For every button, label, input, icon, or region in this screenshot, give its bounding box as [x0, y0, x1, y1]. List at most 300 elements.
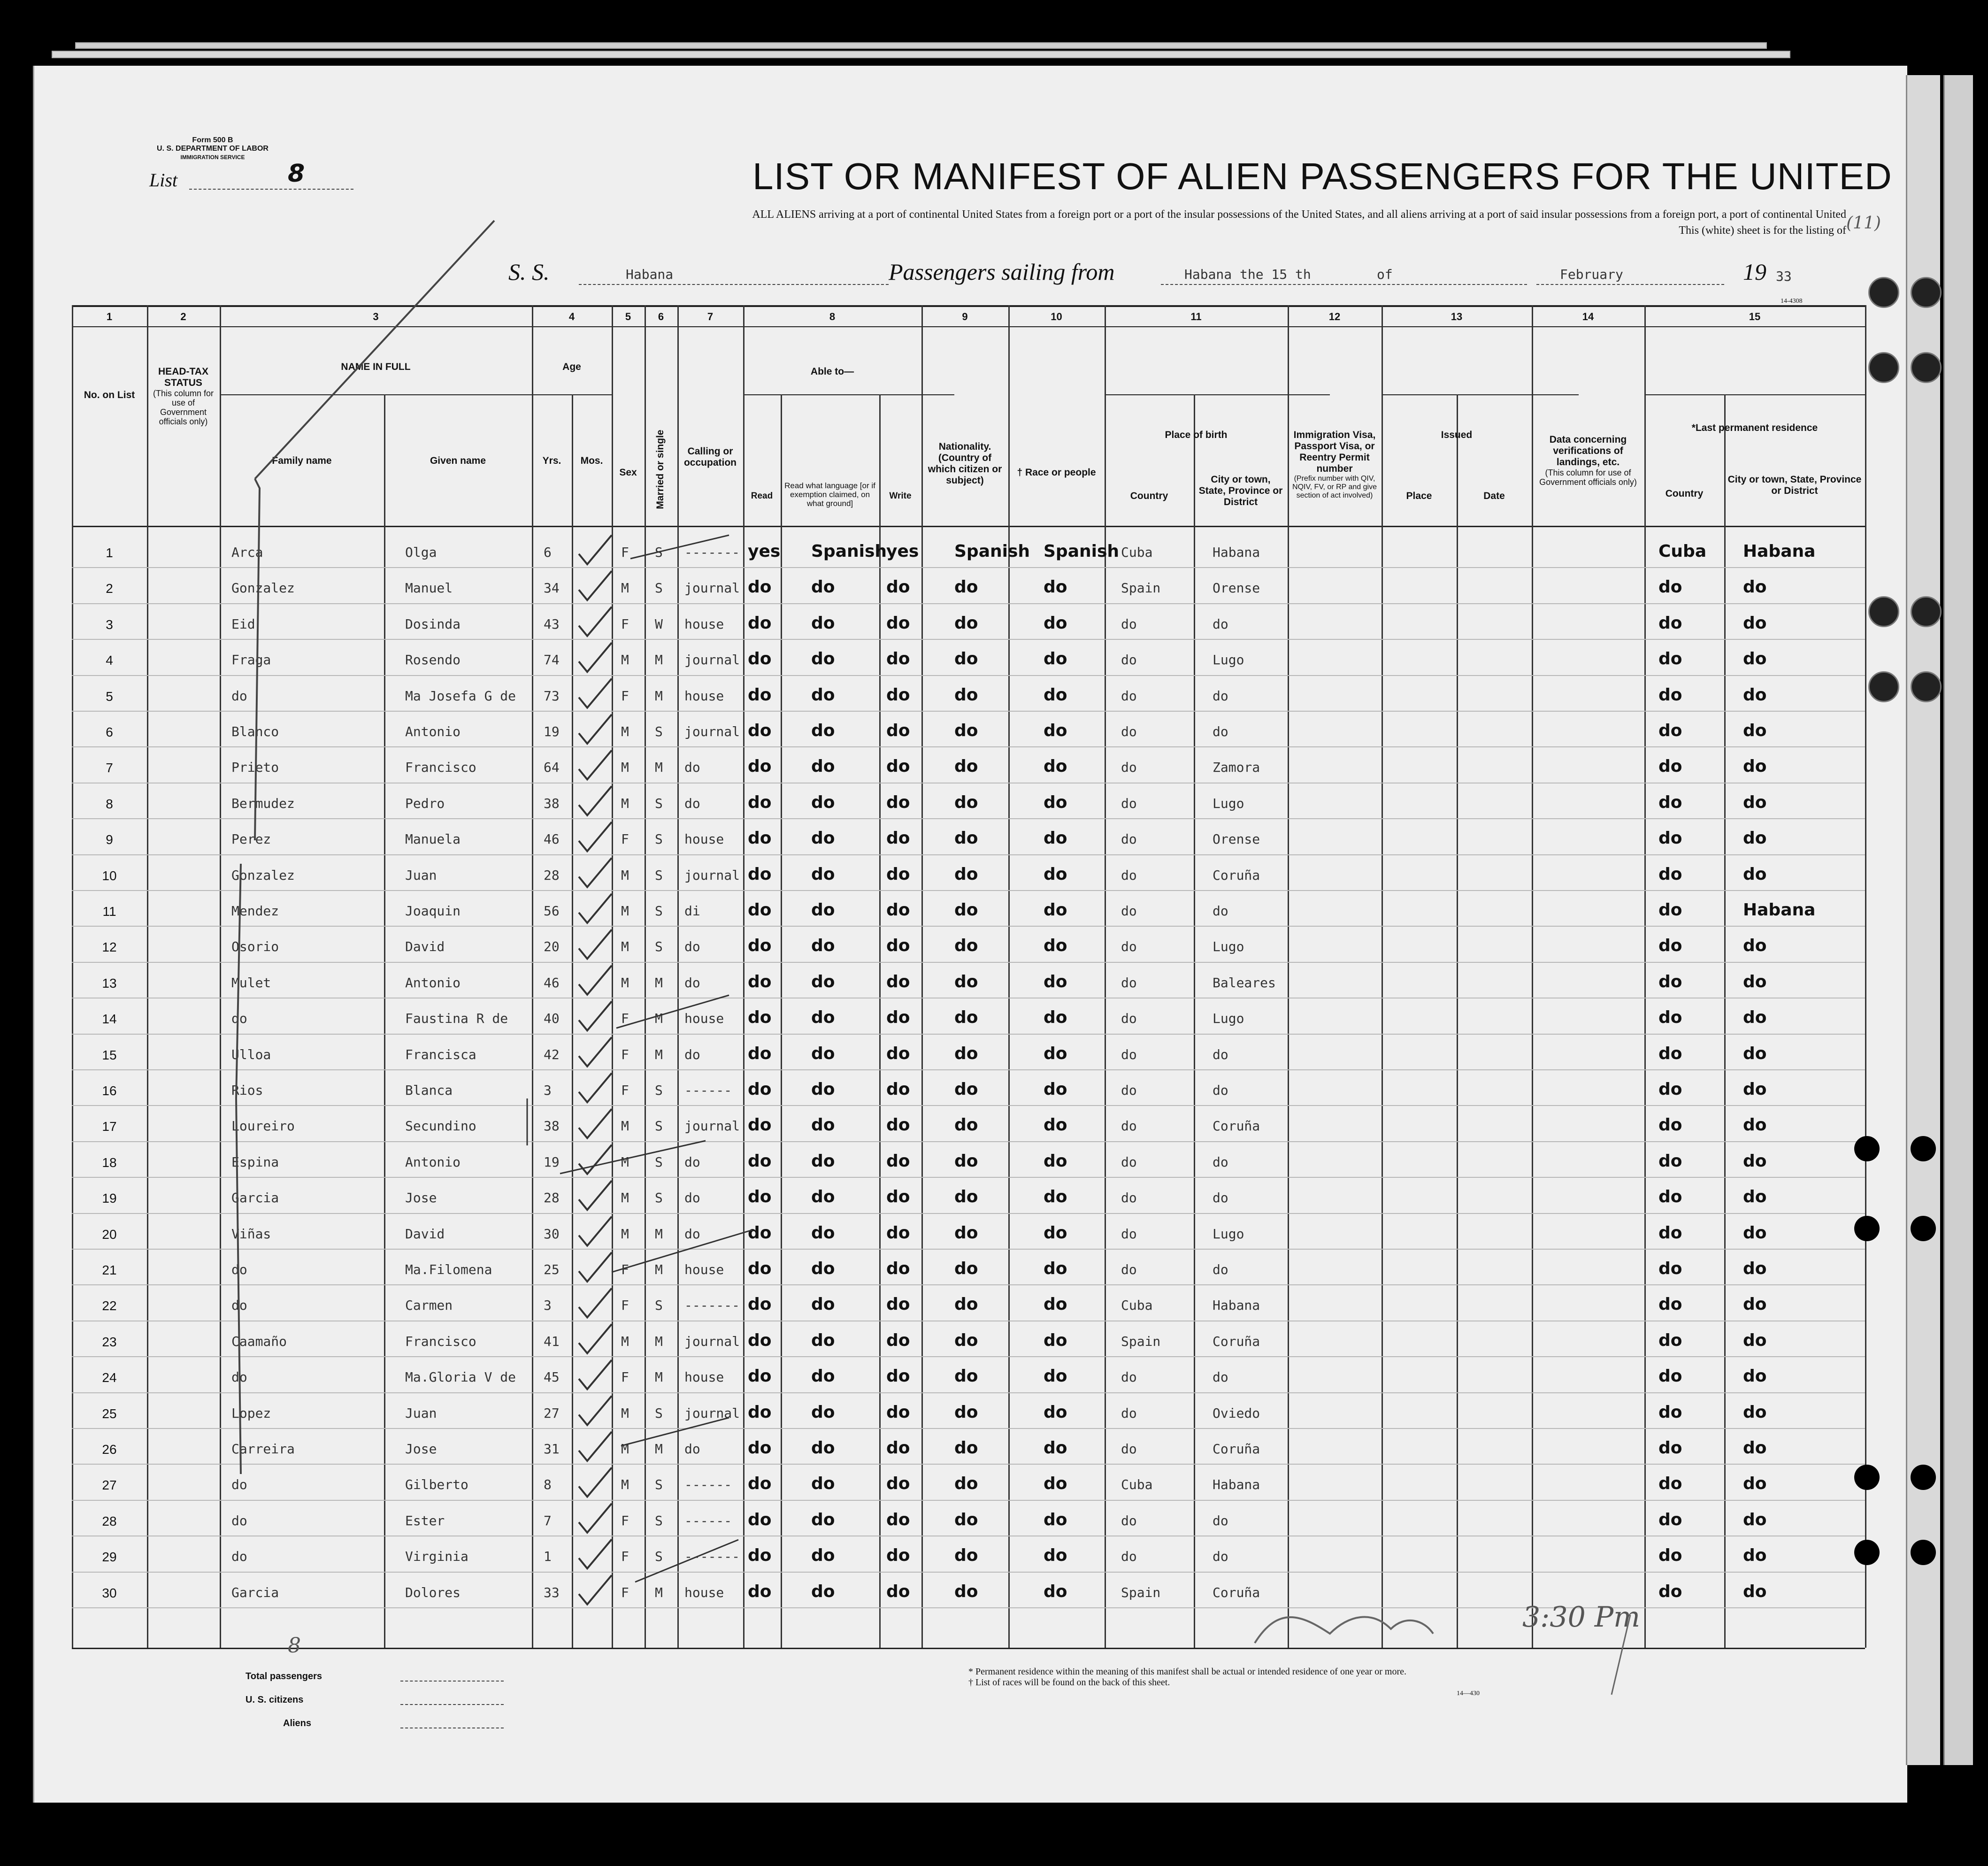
col-number: 8	[829, 311, 836, 323]
birth-city-cell: Coruña	[1213, 1441, 1260, 1457]
race-cell: do	[1044, 1474, 1067, 1494]
language-cell: do	[811, 1115, 835, 1135]
occupation-cell: journal	[684, 1405, 740, 1421]
pencil-time-note: 3:30 Pm	[1522, 1601, 1641, 1634]
marital-status-cell: M	[655, 1226, 663, 1242]
row-number: 27	[102, 1478, 117, 1493]
sex-cell: M	[621, 1441, 629, 1457]
nationality-cell: do	[954, 1080, 978, 1099]
check-mark	[579, 894, 612, 923]
residence-country-cell: do	[1658, 1008, 1682, 1028]
birth-city-cell: Coruña	[1213, 1584, 1260, 1600]
age-cell: 46	[544, 831, 560, 847]
read-cell: do	[748, 936, 772, 956]
occupation-cell: do	[684, 1154, 700, 1170]
race-cell: do	[1044, 900, 1067, 920]
sex-cell: M	[621, 580, 629, 596]
check-mark	[579, 1467, 612, 1497]
pencil-mark: 8	[288, 1634, 301, 1658]
row-number: 30	[102, 1585, 117, 1600]
col-number: 14	[1582, 311, 1594, 323]
ss-label: S. S.	[508, 259, 550, 285]
family-name-cell: Blanco	[231, 724, 279, 739]
nationality-cell: do	[954, 613, 978, 633]
residence-country-cell: do	[1658, 829, 1682, 848]
row-number: 11	[102, 904, 116, 919]
occupation-cell: do	[684, 975, 700, 991]
check-mark	[579, 929, 612, 959]
birth-city-cell: do	[1213, 903, 1228, 919]
nationality-cell: do	[954, 1546, 978, 1566]
birth-city-cell: Lugo	[1213, 652, 1244, 668]
issued-date-header: Date	[1483, 491, 1505, 501]
residence-city-cell: do	[1743, 1115, 1767, 1135]
residence-city-cell: do	[1743, 792, 1767, 812]
birth-city-cell: do	[1213, 688, 1228, 704]
race-cell: do	[1044, 829, 1067, 848]
marital-status-cell: S	[655, 1154, 663, 1170]
write-cell: yes	[886, 542, 919, 561]
nationality-cell: do	[954, 1582, 978, 1601]
race-cell: do	[1044, 1151, 1067, 1171]
sex-cell: M	[621, 939, 629, 955]
read-cell: do	[748, 829, 772, 848]
given-name-cell: Juan	[405, 867, 437, 883]
binder-hole	[1868, 671, 1899, 702]
col-number: 3	[373, 311, 379, 323]
check-mark	[579, 535, 612, 564]
marital-status-cell: S	[655, 1477, 663, 1493]
birth-city-cell: Baleares	[1213, 975, 1276, 991]
age-cell: 45	[544, 1369, 560, 1385]
nationality-cell: do	[954, 972, 978, 991]
marital-status-cell: S	[655, 867, 663, 883]
birth-country-cell: do	[1121, 1549, 1137, 1565]
read-cell: do	[748, 1259, 772, 1278]
row-number: 1	[106, 545, 113, 560]
nationality-cell: do	[954, 936, 978, 956]
check-mark	[579, 1001, 612, 1030]
birth-city-cell: do	[1213, 1513, 1228, 1528]
residence-country-cell: do	[1658, 936, 1682, 956]
write-cell: do	[886, 829, 910, 848]
birth-city-cell: do	[1213, 1190, 1228, 1206]
nationality-cell: do	[954, 577, 978, 597]
residence-city-cell: do	[1743, 1330, 1767, 1350]
write-cell: do	[886, 1582, 910, 1601]
check-mark	[579, 1181, 612, 1210]
birth-country-cell: do	[1121, 795, 1137, 811]
read-cell: do	[748, 1402, 772, 1422]
marital-status-cell: M	[655, 1369, 663, 1385]
family-name-cell: Gonzalez	[231, 867, 295, 883]
age-cell: 30	[544, 1226, 560, 1242]
marital-status-cell: S	[655, 1298, 663, 1313]
nationality-cell: do	[954, 1259, 978, 1278]
residence-city-cell: do	[1743, 1582, 1767, 1601]
residence-country-cell: do	[1658, 1115, 1682, 1135]
family-name-cell: Ulloa	[231, 1046, 271, 1062]
binder-hole	[1911, 277, 1942, 308]
list-number: 8	[288, 160, 305, 188]
residence-country-cell: do	[1658, 1582, 1682, 1601]
write-cell: do	[886, 864, 910, 884]
nationality-cell: do	[954, 1510, 978, 1529]
last-residence-header: *Last permanent residence	[1691, 422, 1818, 433]
occupation-cell: -------	[684, 545, 740, 560]
sex-cell: M	[621, 1190, 629, 1206]
department: U. S. DEPARTMENT OF LABOR	[157, 145, 269, 153]
write-cell: do	[886, 792, 910, 812]
occupation-cell: do	[684, 1190, 700, 1206]
read-cell: do	[748, 864, 772, 884]
service: IMMIGRATION SERVICE	[180, 154, 245, 161]
marital-status-cell: M	[655, 1441, 663, 1457]
sex-cell: F	[621, 1298, 629, 1313]
total-passengers-label: Total passengers	[246, 1671, 322, 1682]
residence-country-cell: do	[1658, 613, 1682, 633]
age-cell: 56	[544, 903, 560, 919]
aliens-label: Aliens	[283, 1718, 312, 1728]
visa-title: Immigration Visa, Passport Visa, or Reentry Permit number	[1293, 430, 1376, 474]
occupation-cell: journal	[684, 1118, 740, 1134]
nationality-cell: do	[954, 1115, 978, 1135]
marital-status-cell: S	[655, 795, 663, 811]
marital-status-cell: S	[655, 545, 663, 560]
occupation-cell: house	[684, 831, 724, 847]
birth-city-cell: Lugo	[1213, 1226, 1244, 1242]
read-cell: do	[748, 1187, 772, 1207]
birth-city-cell: do	[1213, 1154, 1228, 1170]
nationality-cell: do	[954, 1044, 978, 1063]
read-cell: do	[748, 1295, 772, 1314]
col-number: 4	[568, 311, 575, 323]
language-cell: do	[811, 757, 835, 776]
language-cell: do	[811, 649, 835, 669]
race-cell: do	[1044, 1438, 1067, 1458]
age-cell: 27	[544, 1405, 560, 1421]
residence-country-cell: do	[1658, 1223, 1682, 1243]
sex-cell: M	[621, 760, 629, 776]
check-mark	[579, 1037, 612, 1067]
race-cell: do	[1044, 972, 1067, 991]
row-number: 21	[102, 1263, 117, 1277]
family-name-cell: Viñas	[231, 1226, 271, 1242]
nationality-cell: do	[954, 649, 978, 669]
binder-hole	[1868, 352, 1899, 383]
age-cell: 19	[544, 1154, 560, 1170]
occupation-cell: journal	[684, 1333, 740, 1349]
binder-hole	[1854, 1136, 1880, 1161]
birth-city-cell: Oviedo	[1213, 1405, 1260, 1421]
col-number: 1	[106, 311, 113, 323]
check-mark	[579, 643, 612, 672]
col-number: 5	[625, 311, 631, 323]
col-number: 2	[180, 311, 186, 323]
residence-country-cell: do	[1658, 721, 1682, 740]
sex-cell: F	[621, 1549, 629, 1565]
row-number: 23	[102, 1334, 117, 1349]
residence-country-cell: do	[1658, 1402, 1682, 1422]
given-name-cell: Olga	[405, 545, 437, 560]
nationality-cell: do	[954, 792, 978, 812]
check-mark	[579, 1575, 612, 1605]
birth-country-cell: do	[1121, 1441, 1137, 1457]
age-cell: 1	[544, 1549, 552, 1565]
sex-cell: M	[621, 1154, 629, 1170]
us-citizens-label: U. S. citizens	[246, 1695, 304, 1705]
language-cell: do	[811, 972, 835, 991]
read-cell: do	[748, 1367, 772, 1386]
name-in-full-header: NAME IN FULL	[341, 361, 411, 372]
row-number: 10	[102, 868, 117, 883]
read-cell: do	[748, 1080, 772, 1099]
row-number: 28	[102, 1513, 117, 1528]
race-cell: do	[1044, 864, 1067, 884]
residence-city-cell: do	[1743, 1151, 1767, 1171]
visa-note: (Prefix number with QIV, NQIV, FV, or RP and give section of act involved)	[1292, 475, 1377, 499]
given-name-cell: Joaquin	[405, 903, 461, 919]
given-name-cell: Ma.Filomena	[405, 1262, 492, 1277]
nationality-cell: do	[954, 1330, 978, 1350]
residence-city-cell: do	[1743, 649, 1767, 669]
check-mark	[579, 786, 612, 815]
birth-country-cell: do	[1121, 1405, 1137, 1421]
corner-code: 14-4308	[1781, 298, 1803, 305]
age-cell: 46	[544, 975, 560, 991]
birth-country-cell: Cuba	[1121, 1298, 1153, 1313]
birth-city-cell: Coruña	[1213, 1333, 1260, 1349]
age-cell: 34	[544, 580, 560, 596]
occupation-cell: journal	[684, 652, 740, 668]
language-cell: do	[811, 1223, 835, 1243]
birth-country-cell: do	[1121, 867, 1137, 883]
read-cell: do	[748, 1151, 772, 1171]
read-cell: do	[748, 1008, 772, 1028]
given-name-cell: Gilberto	[405, 1477, 468, 1493]
write-cell: do	[886, 613, 910, 633]
check-mark	[579, 1432, 612, 1461]
residence-country-header: Country	[1665, 488, 1704, 499]
language-cell: do	[811, 1295, 835, 1314]
nationality-cell: do	[954, 1187, 978, 1207]
birth-country-cell: do	[1121, 724, 1137, 739]
language-cell: do	[811, 1510, 835, 1529]
sex-cell: M	[621, 1477, 629, 1493]
given-name-cell: Ma Josefa G de	[405, 688, 516, 704]
race-cell: do	[1044, 613, 1067, 633]
race-cell: do	[1044, 936, 1067, 956]
residence-country-cell: do	[1658, 864, 1682, 884]
year-suffix: 33	[1776, 269, 1792, 284]
write-cell: do	[886, 1438, 910, 1458]
nationality-cell: do	[954, 1223, 978, 1243]
row-number: 17	[102, 1119, 117, 1134]
occupation-cell: ------	[684, 1477, 732, 1493]
given-name-cell: Manuel	[405, 580, 453, 596]
row-number: 7	[106, 760, 113, 776]
sex-cell: F	[621, 1011, 629, 1027]
row-number: 14	[102, 1012, 117, 1027]
mos-header: Mos.	[580, 455, 603, 466]
read-cell: do	[748, 721, 772, 740]
pencil-marks	[34, 66, 1907, 1803]
right-page-edge	[1943, 75, 1973, 1765]
binder-hole	[1911, 1465, 1936, 1490]
language-cell: do	[811, 1259, 835, 1278]
birth-country-cell: do	[1121, 1226, 1137, 1242]
residence-country-cell: do	[1658, 1187, 1682, 1207]
residence-country-cell: do	[1658, 1510, 1682, 1529]
occupation-cell: -------	[684, 1549, 740, 1565]
residence-city-cell: do	[1743, 1474, 1767, 1494]
issued-place-header: Place	[1406, 491, 1432, 501]
binder-hole	[1911, 1540, 1936, 1565]
write-cell: do	[886, 1259, 910, 1278]
race-cell: do	[1044, 1115, 1067, 1135]
read-cell: do	[748, 792, 772, 812]
footnotes	[968, 1666, 1579, 1688]
residence-country-cell: do	[1658, 1367, 1682, 1386]
footnote-races: † List of races will be found on the back of this sheet.	[968, 1677, 1170, 1688]
occupation-cell: house	[684, 616, 724, 632]
sex-cell: F	[621, 1513, 629, 1528]
residence-city-cell: do	[1743, 1187, 1767, 1207]
birth-city-cell: Habana	[1213, 1298, 1260, 1313]
sex-cell: M	[621, 724, 629, 739]
marital-status-cell: M	[655, 1584, 663, 1600]
residence-country-cell: do	[1658, 792, 1682, 812]
sex-cell: F	[621, 831, 629, 847]
family-name-cell: Mendez	[231, 903, 279, 919]
residence-city-cell: do	[1743, 936, 1767, 956]
birth-country-cell: do	[1121, 831, 1137, 847]
family-name-cell: Fraga	[231, 652, 271, 668]
family-name-cell: do	[231, 1369, 247, 1385]
family-name-cell: Eid	[231, 616, 255, 632]
write-cell: do	[886, 577, 910, 597]
sex-cell: M	[621, 1226, 629, 1242]
page-title: LIST OR MANIFEST OF ALIEN PASSENGERS FOR THE UNITED	[752, 155, 1892, 197]
given-name-cell: David	[405, 939, 445, 955]
write-cell: do	[886, 685, 910, 705]
row-number: 12	[102, 940, 117, 955]
check-mark	[579, 1073, 612, 1102]
sex-cell: M	[621, 795, 629, 811]
able-to-header: Able to—	[810, 366, 854, 377]
birth-city-cell: do	[1213, 1369, 1228, 1385]
sex-header: Sex	[619, 467, 637, 478]
sex-cell: F	[621, 1584, 629, 1600]
age-cell: 8	[544, 1477, 552, 1493]
birth-country-cell: do	[1121, 616, 1137, 632]
family-name-cell: Bermudez	[231, 795, 295, 811]
given-name-cell: Faustina R de	[405, 1011, 508, 1027]
check-mark	[579, 1217, 612, 1246]
nationality-cell: Spanish	[954, 542, 1030, 561]
occupation-cell: ------	[684, 1513, 732, 1528]
port-date: Habana the 15 th	[1184, 267, 1311, 282]
age-cell: 42	[544, 1046, 560, 1062]
binder-hole	[1911, 671, 1942, 702]
yrs-header: Yrs.	[542, 455, 561, 466]
family-name-cell: do	[231, 1549, 247, 1565]
read-cell: do	[748, 757, 772, 776]
language-cell: do	[811, 1367, 835, 1386]
marital-status-cell: W	[655, 616, 663, 632]
occupation-cell: do	[684, 760, 700, 776]
given-name-cell: Francisco	[405, 760, 476, 776]
check-mark	[579, 607, 612, 636]
place-of-birth-header: Place of birth	[1165, 430, 1228, 440]
check-mark	[579, 750, 612, 779]
birth-country-cell: do	[1121, 1046, 1137, 1062]
subtitle-line-2: This (white) sheet is for the listing of	[1679, 224, 1846, 237]
check-mark	[579, 714, 612, 744]
nationality-cell: do	[954, 1438, 978, 1458]
write-cell: do	[886, 649, 910, 669]
row-number: 24	[102, 1370, 117, 1385]
read-cell: do	[748, 1546, 772, 1566]
occupation-cell: do	[684, 795, 700, 811]
nationality-cell: do	[954, 685, 978, 705]
occupation-cell: do	[684, 1226, 700, 1242]
residence-country-cell: do	[1658, 1438, 1682, 1458]
row-number: 20	[102, 1227, 117, 1242]
birth-country-cell: Spain	[1121, 1584, 1161, 1600]
birth-country-cell: do	[1121, 1083, 1137, 1098]
residence-city-cell: do	[1743, 1402, 1767, 1422]
race-header: † Race or people	[1017, 467, 1096, 478]
sex-cell: M	[621, 867, 629, 883]
residence-country-cell: do	[1658, 757, 1682, 776]
family-name-cell: Carreira	[231, 1441, 295, 1457]
occupation-cell: ------	[684, 1083, 732, 1098]
given-name-cell: Blanca	[405, 1083, 453, 1098]
binder-hole	[1911, 352, 1942, 383]
right-page-edge	[1906, 75, 1940, 1765]
marital-status-cell: M	[655, 688, 663, 704]
residence-city-cell: do	[1743, 577, 1767, 597]
birth-country-cell: do	[1121, 903, 1137, 919]
check-mark	[579, 1109, 612, 1138]
row-number: 29	[102, 1550, 117, 1565]
sex-cell: F	[621, 688, 629, 704]
birth-city-cell: Coruña	[1213, 1118, 1260, 1134]
read-what-header: Read what language [or if exemption claimed, on what ground]	[784, 481, 875, 508]
birth-country-cell: do	[1121, 760, 1137, 776]
underlying-sheet-edge	[52, 51, 1790, 58]
binder-hole	[1854, 1465, 1880, 1490]
occupation-cell: do	[684, 1441, 700, 1457]
row-number: 22	[102, 1298, 117, 1313]
race-cell: do	[1044, 577, 1067, 597]
sex-cell: M	[621, 1118, 629, 1134]
birth-city-header: City or town, State, Province or District	[1198, 474, 1283, 507]
col-number: 9	[962, 311, 968, 323]
age-cell: 20	[544, 939, 560, 955]
form-number: Form 500 B	[192, 136, 233, 144]
race-cell: do	[1044, 1008, 1067, 1028]
write-cell: do	[886, 936, 910, 956]
residence-city-cell: do	[1743, 1367, 1767, 1386]
language-cell: do	[811, 1546, 835, 1566]
residence-country-cell: do	[1658, 900, 1682, 920]
occupation-cell: journal	[684, 724, 740, 739]
total-line	[400, 1681, 504, 1682]
write-cell: do	[886, 1295, 910, 1314]
age-cell: 41	[544, 1333, 560, 1349]
